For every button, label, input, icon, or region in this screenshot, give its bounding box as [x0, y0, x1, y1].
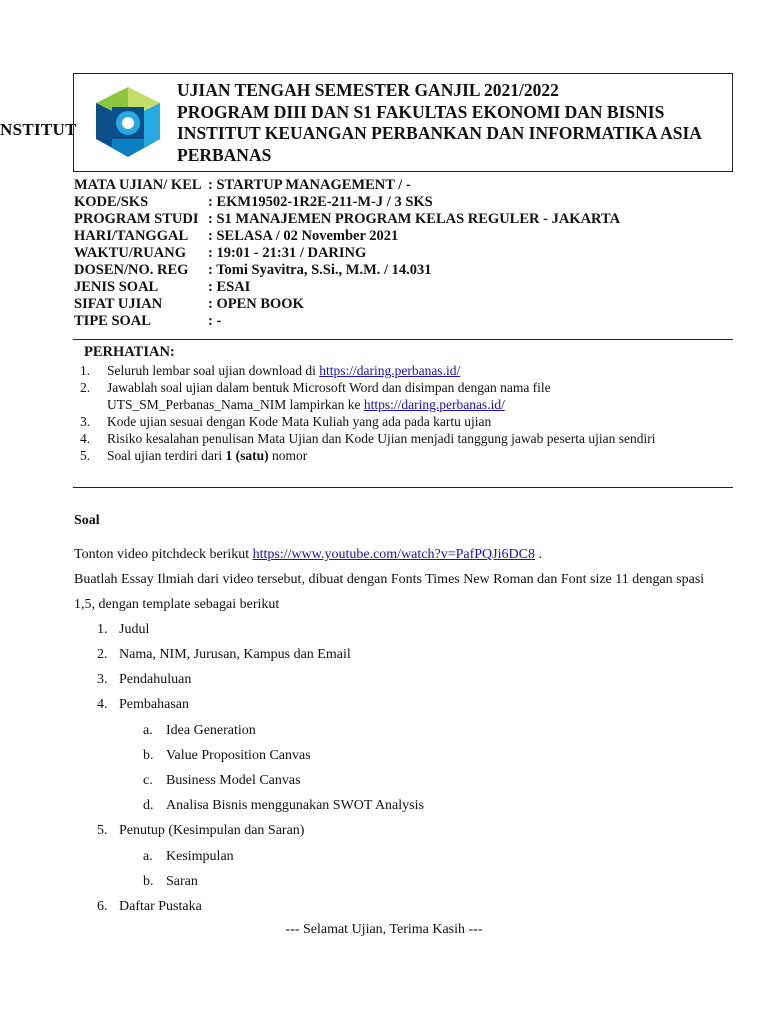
- outline-text: Value Proposition Canvas: [166, 748, 311, 763]
- outline-text: Pembahasan: [119, 697, 189, 712]
- header-line: PERBANAS: [177, 144, 272, 165]
- info-value: : -: [208, 313, 222, 329]
- daring-link[interactable]: https://daring.perbanas.id/: [363, 397, 505, 412]
- info-value: : S1 MANAJEMEN PROGRAM KELAS REGULER - JAKARTA: [208, 211, 621, 227]
- info-label: MATA UJIAN/ KEL: [74, 177, 202, 193]
- outline-text: Penutup (Kesimpulan dan Saran): [119, 823, 305, 838]
- outline-text: Pendahuluan: [119, 672, 192, 687]
- info-label: HARI/TANGGAL: [74, 228, 189, 244]
- outline-text: Nama, NIM, Jurusan, Kampus dan Email: [119, 647, 351, 662]
- notice-text: nomor: [268, 448, 308, 463]
- outline-subitem: [143, 798, 424, 814]
- closing-text: --- Selamat Ujian, Terima Kasih ---: [285, 922, 483, 937]
- notice-title: PERHATIAN:: [84, 344, 175, 360]
- info-label: SIFAT UJIAN: [74, 296, 163, 312]
- info-label: TIPE SOAL: [74, 313, 151, 329]
- notice-text: Jawablah soal ujian dalam bentuk Microsoft Word dan disimpan dengan nama file UTS_SM_Perbanas_Nama_NIM lampirkan ke: [107, 380, 551, 412]
- outline-subitem: [143, 773, 301, 789]
- info-value: : OPEN BOOK: [208, 296, 304, 312]
- outline-text: Idea Generation: [166, 723, 256, 738]
- outline-text: Kesimpulan: [166, 849, 234, 864]
- info-value: : SELASA / 02 November 2021: [208, 228, 399, 244]
- outline-item: [97, 899, 202, 915]
- outline-num: a.: [143, 723, 153, 738]
- info-label: WAKTU/RUANG: [74, 245, 186, 261]
- notice-num: 5.: [80, 448, 91, 463]
- outline-item: [97, 672, 192, 688]
- outline-num: b.: [143, 748, 154, 763]
- outline-text: Saran: [166, 874, 198, 889]
- outline-item: [97, 823, 305, 839]
- outline-item: [97, 697, 189, 713]
- info-value: : EKM19502-1R2E-211-M-J / 3 SKS: [208, 194, 433, 210]
- outline-item: [97, 622, 150, 638]
- intro-text: .: [534, 547, 542, 562]
- outline-item: [97, 647, 351, 663]
- info-value: : Tomi Syavitra, S.Si., M.M. / 14.031: [208, 262, 432, 278]
- outline-text: Judul: [119, 622, 150, 637]
- outline-num: 6.: [97, 899, 108, 914]
- youtube-link[interactable]: https://www.youtube.com/watch?v=PafPQJi6DC8: [252, 547, 535, 562]
- notice-text: Seluruh lembar soal ujian download di: [107, 363, 320, 378]
- outline-subitem: [143, 874, 198, 890]
- soal-heading: Soal: [74, 513, 100, 528]
- info-label: JENIS SOAL: [74, 279, 159, 295]
- outline-text: Business Model Canvas: [166, 773, 301, 788]
- info-value: : 19:01 - 21:31 / DARING: [208, 245, 367, 261]
- outline-text: Analisa Bisnis menggunakan SWOT Analysis: [166, 798, 424, 813]
- info-label: PROGRAM STUDI: [74, 211, 199, 227]
- outline-num: 3.: [97, 672, 108, 687]
- notice-bold: 1 (satu): [225, 448, 269, 463]
- outline-num: 5.: [97, 823, 108, 838]
- notice-num: 2.: [80, 380, 91, 395]
- header-line: INSTITUT KEUANGAN PERBANKAN DAN INFORMATIKA ASIA: [177, 123, 702, 143]
- outline-text: Daftar Pustaka: [119, 899, 202, 914]
- outline-num: c.: [143, 773, 153, 788]
- outline-num: d.: [143, 798, 154, 813]
- daring-link[interactable]: https://daring.perbanas.id/: [319, 363, 461, 378]
- info-value: : ESAI: [208, 279, 251, 295]
- header-line: UJIAN TENGAH SEMESTER GANJIL 2021/2022: [177, 80, 559, 100]
- outline-num: a.: [143, 849, 153, 864]
- notice-num: 3.: [80, 414, 91, 429]
- outline-num: b.: [143, 874, 154, 889]
- info-label: DOSEN/NO. REG: [74, 262, 189, 278]
- cropped-side-text: NSTITUT: [0, 120, 77, 139]
- outline-num: 1.: [97, 622, 108, 637]
- soal-instruction: Buatlah Essay Ilmiah dari video tersebut, dibuat dengan Fonts Times New Roman dan Font size 11 dengan spasi 1,5, dengan template sebagai berikut: [74, 572, 705, 612]
- info-value: : STARTUP MANAGEMENT / -: [208, 177, 411, 193]
- header-line: PROGRAM DIII DAN S1 FAKULTAS EKONOMI DAN BISNIS: [177, 101, 665, 122]
- outline-num: 2.: [97, 647, 108, 662]
- notice-num: 1.: [80, 363, 91, 378]
- info-label: KODE/SKS: [74, 194, 149, 210]
- outline-num: 4.: [97, 697, 108, 712]
- notice-text: Kode ujian sesuai dengan Kode Mata Kuliah yang ada pada kartu ujian: [107, 414, 492, 429]
- notice-text: Risiko kesalahan penulisan Mata Ujian dan Kode Ujian menjadi tanggung jawab peserta ujian sendiri: [107, 431, 656, 446]
- intro-text: Tonton video pitchdeck berikut: [74, 547, 253, 562]
- outline-subitem: [143, 723, 256, 739]
- outline-subitem: [143, 748, 311, 764]
- notice-num: 4.: [80, 431, 91, 446]
- outline-subitem: [143, 849, 234, 865]
- notice-text: Soal ujian terdiri dari: [107, 448, 226, 463]
